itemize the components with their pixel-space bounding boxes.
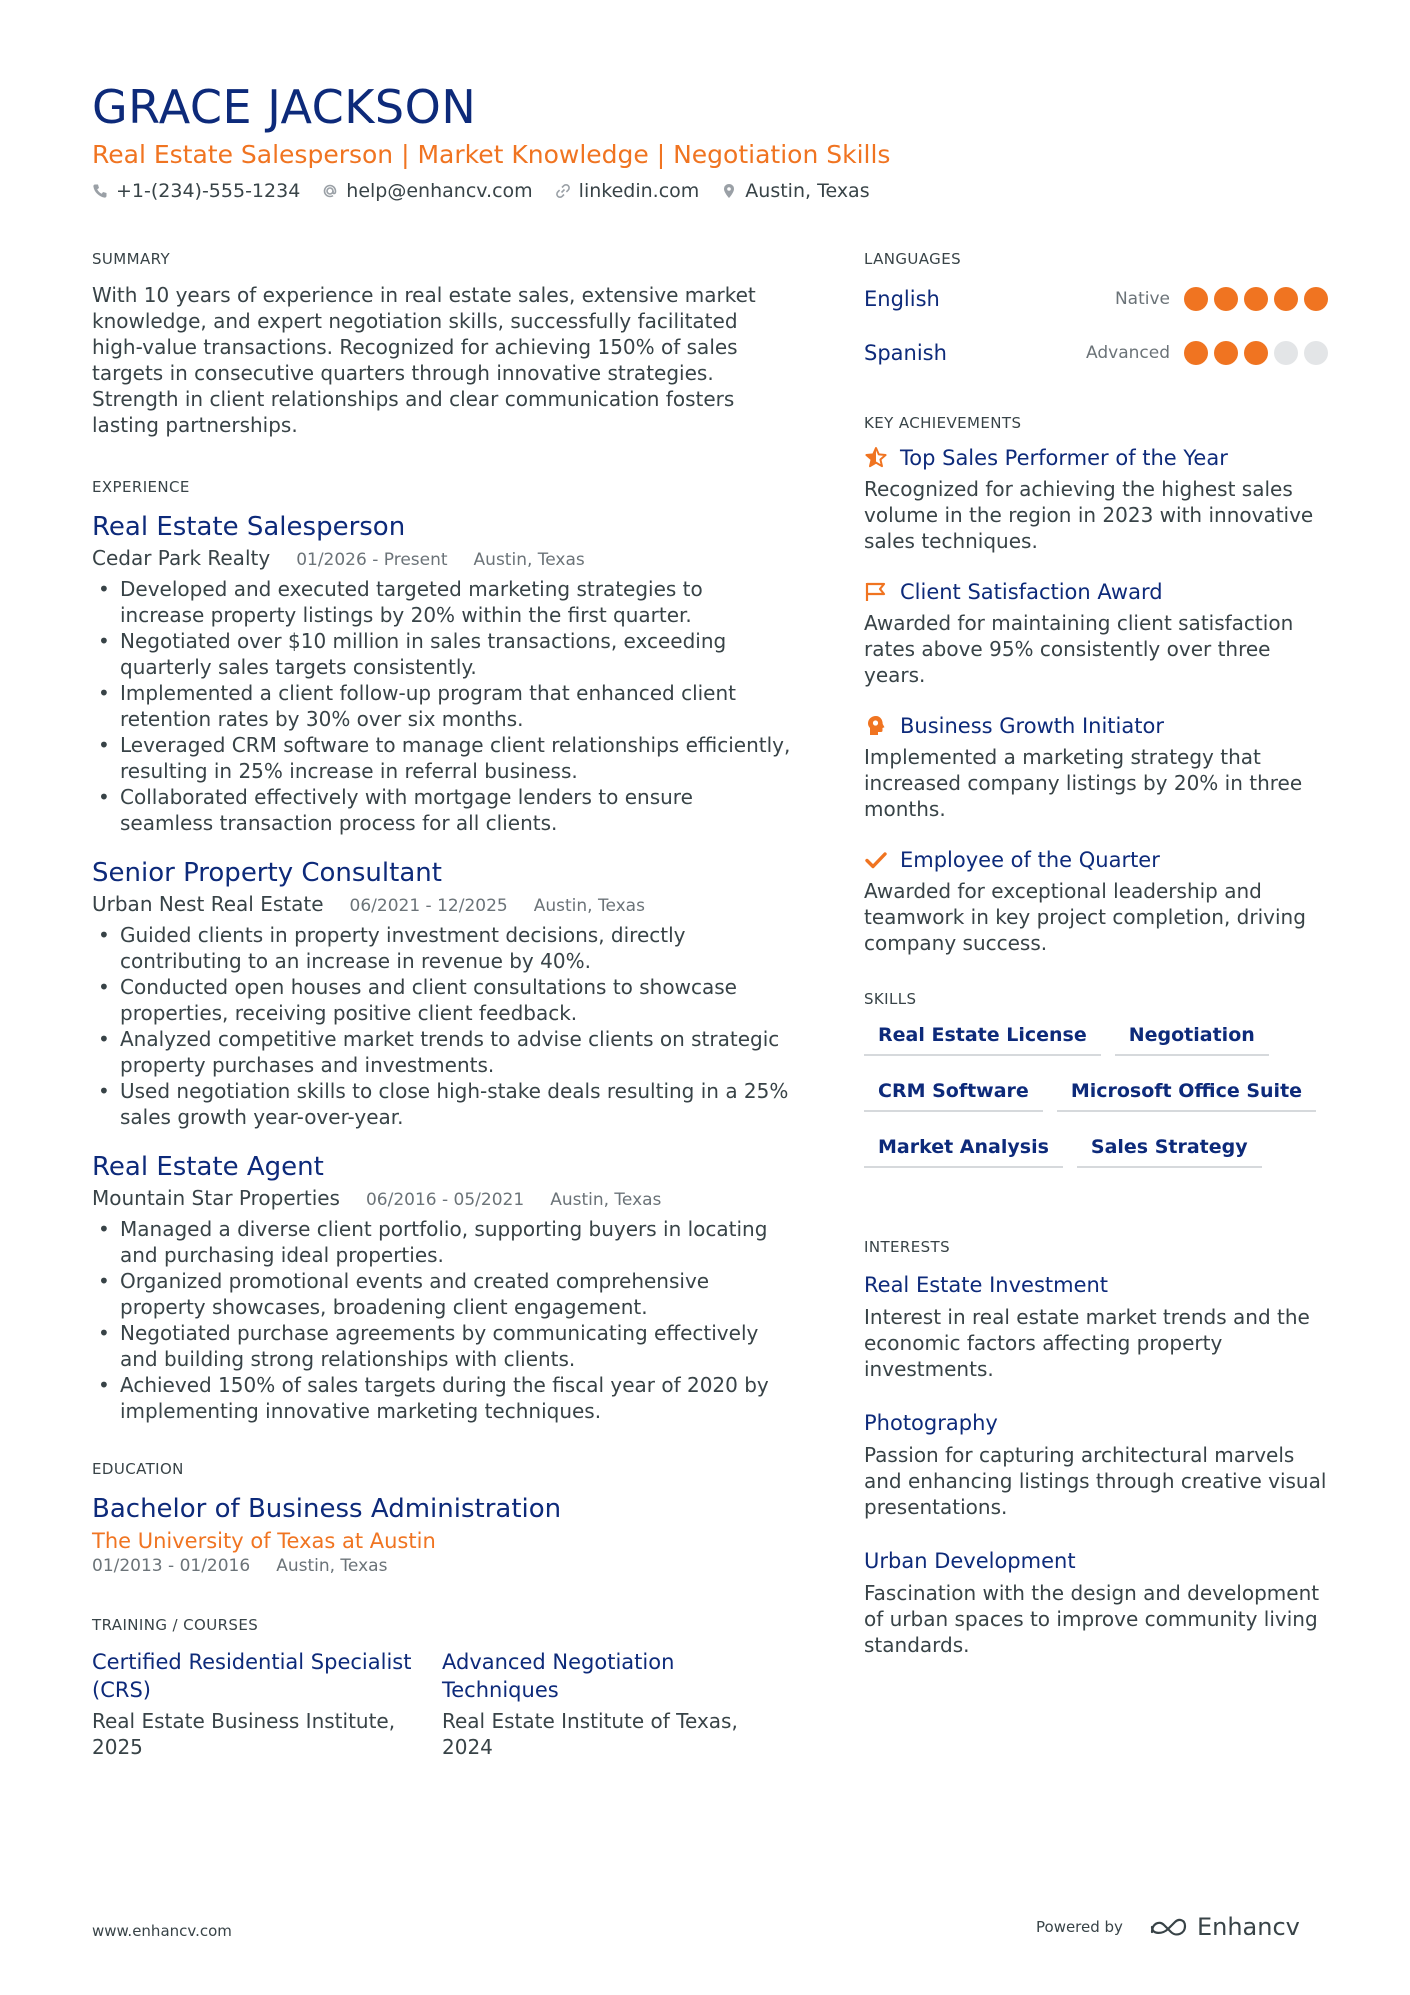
interests-section — [864, 1238, 1334, 1658]
enhancv-logo[interactable] — [1149, 1913, 1300, 1941]
interest-text: Interest in real estate market trends and the economic factors affecting property investments. — [864, 1305, 1310, 1381]
achievements-section — [864, 414, 1334, 956]
achievement-item — [864, 714, 1334, 822]
achievement-title: Client Satisfaction Award — [900, 580, 1163, 604]
job-bullet: • Negotiated purchase agreements by communicating effectively and building strong relationships with clients. — [92, 1320, 792, 1372]
job-entry — [92, 1150, 792, 1424]
job-meta — [92, 1184, 792, 1214]
language-rating — [1184, 287, 1334, 311]
job-dates: 01/2026 - Present — [296, 550, 448, 570]
edu-school: The University of Texas at Austin — [92, 1529, 436, 1553]
footer-branding — [1036, 1913, 1300, 1941]
achievement-item — [864, 446, 1334, 554]
section-title: EDUCATION — [92, 1460, 184, 1478]
achievement-item — [864, 580, 1334, 688]
languages-section — [864, 250, 1334, 380]
skill-tag: Market Analysis — [864, 1130, 1063, 1168]
job-bullet: • Guided clients in property investment decisions, directly contributing to an increase in revenue by 40%. — [92, 922, 792, 974]
job-dates: 06/2021 - 12/2025 — [349, 896, 508, 916]
job-location: Austin, Texas — [473, 550, 585, 570]
language-name: English — [864, 287, 940, 311]
skills-section — [864, 990, 1334, 1186]
job-entry — [92, 856, 792, 1130]
education-section — [92, 1460, 792, 1576]
skill-tag: Microsoft Office Suite — [1057, 1074, 1316, 1112]
left-column — [92, 250, 792, 1800]
edu-degree: Bachelor of Business Administration — [92, 1494, 562, 1524]
footer-website-link[interactable]: www.enhancv.com — [92, 1922, 232, 1940]
contact-linkedin-text: linkedin.com — [578, 180, 700, 202]
rating-dot-empty — [1274, 341, 1298, 365]
enhancv-logo-icon — [1149, 1916, 1189, 1938]
job-bullet: • Leveraged CRM software to manage client relationships efficiently, resulting in 25% increase in referral business. — [92, 732, 792, 784]
job-title: Senior Property Consultant — [92, 858, 442, 888]
section-title: KEY ACHIEVEMENTS — [864, 414, 1022, 432]
star-icon — [864, 446, 888, 470]
job-company: Urban Nest Real Estate — [92, 892, 324, 916]
check-icon — [864, 848, 888, 872]
contact-location-text: Austin, Texas — [745, 180, 870, 202]
contact-bar — [92, 180, 892, 202]
candidate-tagline: Real Estate Salesperson | Market Knowledge | Negotiation Skills — [92, 140, 891, 169]
skill-list — [864, 1018, 1334, 1186]
rating-dot-filled — [1184, 287, 1208, 311]
contact-phone-text: +1-(234)-555-1234 — [116, 180, 301, 202]
job-bullet: • Achieved 150% of sales targets during the fiscal year of 2020 by implementing innovative marketing techniques. — [92, 1372, 792, 1424]
rating-dot-filled — [1214, 287, 1238, 311]
job-title: Real Estate Salesperson — [92, 512, 406, 542]
achievement-text: Recognized for achieving the highest sales volume in the region in 2023 with innovative sales techniques. — [864, 477, 1314, 553]
achievement-text: Awarded for exceptional leadership and teamwork in key project completion, driving company success. — [864, 879, 1306, 955]
summary-text: With 10 years of experience in real estate sales, extensive market knowledge, and expert negotiation skills, successfully facilitated high-value transactions. Recognized for achieving 150% of sales targets in consecutive quarters through innovative strategies. Strength in client relationships and clear communication fosters lasting partnerships. — [92, 283, 756, 437]
job-bullet: • Negotiated over $10 million in sales transactions, exceeding quarterly sales targets consistently. — [92, 628, 792, 680]
job-meta — [92, 890, 792, 920]
right-column — [864, 250, 1334, 1698]
job-bullet: • Organized promotional events and created comprehensive property showcases, broadening client engagement. — [92, 1268, 792, 1320]
achievement-head — [864, 446, 1334, 470]
course-org: Real Estate Institute of Texas, 2024 — [442, 1709, 738, 1759]
interest-item — [864, 1408, 1334, 1520]
training-section — [92, 1616, 792, 1760]
achievement-head — [864, 848, 1334, 872]
job-bullet: • Developed and executed targeted marketing strategies to increase property listings by 20% within the first quarter. — [92, 576, 792, 628]
contact-email[interactable] — [322, 180, 532, 202]
job-bullet: • Used negotiation skills to close high-stake deals resulting in a 25% sales growth year-over-year. — [92, 1078, 792, 1130]
job-company: Mountain Star Properties — [92, 1186, 340, 1210]
rating-dot-filled — [1274, 287, 1298, 311]
skill-tag: Real Estate License — [864, 1018, 1101, 1056]
phone-icon — [92, 183, 108, 199]
rating-dot-filled — [1244, 287, 1268, 311]
head-idea-icon — [864, 714, 888, 738]
rating-dot-filled — [1244, 341, 1268, 365]
job-bullet: • Conducted open houses and client consultations to showcase properties, receiving positive client feedback. — [92, 974, 792, 1026]
job-company: Cedar Park Realty — [92, 546, 271, 570]
interest-title: Photography — [864, 1411, 998, 1435]
contact-location — [721, 180, 869, 202]
summary-section — [92, 250, 792, 438]
job-bullet: • Implemented a client follow-up program that enhanced client retention rates by 30% over six months. — [92, 680, 792, 732]
achievement-item — [864, 848, 1334, 956]
section-title: SKILLS — [864, 990, 917, 1008]
skill-tag: Sales Strategy — [1077, 1130, 1262, 1168]
powered-by-label: Powered by — [1036, 1918, 1123, 1936]
course-org: Real Estate Business Institute, 2025 — [92, 1709, 396, 1759]
rating-dot-filled — [1214, 341, 1238, 365]
language-row — [864, 326, 1334, 380]
candidate-name: GRACE JACKSON — [92, 80, 477, 134]
section-title: INTERESTS — [864, 1238, 950, 1256]
job-dates: 06/2016 - 05/2021 — [365, 1190, 525, 1210]
achievement-title: Business Growth Initiator — [900, 714, 1164, 738]
interest-title: Real Estate Investment — [864, 1273, 1109, 1297]
achievement-title: Top Sales Performer of the Year — [900, 446, 1228, 470]
job-title: Real Estate Agent — [92, 1152, 324, 1182]
interest-text: Fascination with the design and development of urban spaces to improve community living standards. — [864, 1581, 1320, 1657]
course-list — [92, 1648, 792, 1760]
job-bullet: • Managed a diverse client portfolio, supporting buyers in locating and purchasing ideal properties. — [92, 1216, 792, 1268]
language-name: Spanish — [864, 341, 947, 365]
experience-section — [92, 478, 792, 1424]
section-title: SUMMARY — [92, 250, 171, 268]
interest-text: Passion for capturing architectural marvels and enhancing listings through creative visual presentations. — [864, 1443, 1327, 1519]
section-title: EXPERIENCE — [92, 478, 190, 496]
rating-dot-empty — [1304, 341, 1328, 365]
job-location: Austin, Texas — [550, 1190, 662, 1210]
job-bullets — [92, 576, 792, 836]
job-bullet: • Collaborated effectively with mortgage lenders to ensure seamless transaction process for all clients. — [92, 784, 792, 836]
achievement-text: Implemented a marketing strategy that increased company listings by 20% in three months. — [864, 745, 1303, 821]
interest-title: Urban Development — [864, 1549, 1076, 1573]
skill-tag: Negotiation — [1115, 1018, 1269, 1056]
achievement-title: Employee of the Quarter — [900, 848, 1160, 872]
language-row — [864, 272, 1334, 326]
course-title: Certified Residential Specialist (CRS) — [92, 1650, 412, 1702]
skill-tag: CRM Software — [864, 1074, 1043, 1112]
course-item — [442, 1648, 792, 1760]
course-title: Advanced Negotiation Techniques — [442, 1650, 675, 1702]
language-rating — [1184, 341, 1334, 365]
job-meta — [92, 544, 792, 574]
edu-meta — [92, 1556, 792, 1576]
job-location: Austin, Texas — [533, 896, 645, 916]
contact-phone[interactable] — [92, 180, 300, 202]
flag-icon — [864, 580, 888, 604]
rating-dot-filled — [1304, 287, 1328, 311]
interest-item — [864, 1270, 1334, 1382]
language-level: Advanced — [1086, 343, 1170, 363]
section-title: LANGUAGES — [864, 250, 962, 268]
language-level: Native — [1114, 289, 1170, 309]
location-pin-icon — [721, 183, 737, 199]
achievement-head — [864, 714, 1334, 738]
edu-location: Austin, Texas — [276, 1556, 388, 1576]
achievement-head — [864, 580, 1334, 604]
job-bullets — [92, 922, 792, 1130]
contact-linkedin[interactable] — [555, 180, 700, 202]
brand-name: Enhancv — [1196, 1913, 1300, 1941]
contact-email-text: help@enhancv.com — [346, 180, 533, 202]
job-bullets — [92, 1216, 792, 1424]
at-icon — [322, 183, 338, 199]
rating-dot-filled — [1184, 341, 1208, 365]
edu-dates: 01/2013 - 01/2016 — [92, 1556, 251, 1576]
achievement-text: Awarded for maintaining client satisfaction rates above 95% consistently over three years. — [864, 611, 1294, 687]
job-bullet: • Analyzed competitive market trends to advise clients on strategic property purchases and investments. — [92, 1026, 792, 1078]
job-entry — [92, 510, 792, 836]
section-title: TRAINING / COURSES — [92, 1616, 259, 1634]
interest-item — [864, 1546, 1334, 1658]
course-item — [92, 1648, 442, 1760]
link-icon — [555, 183, 571, 199]
